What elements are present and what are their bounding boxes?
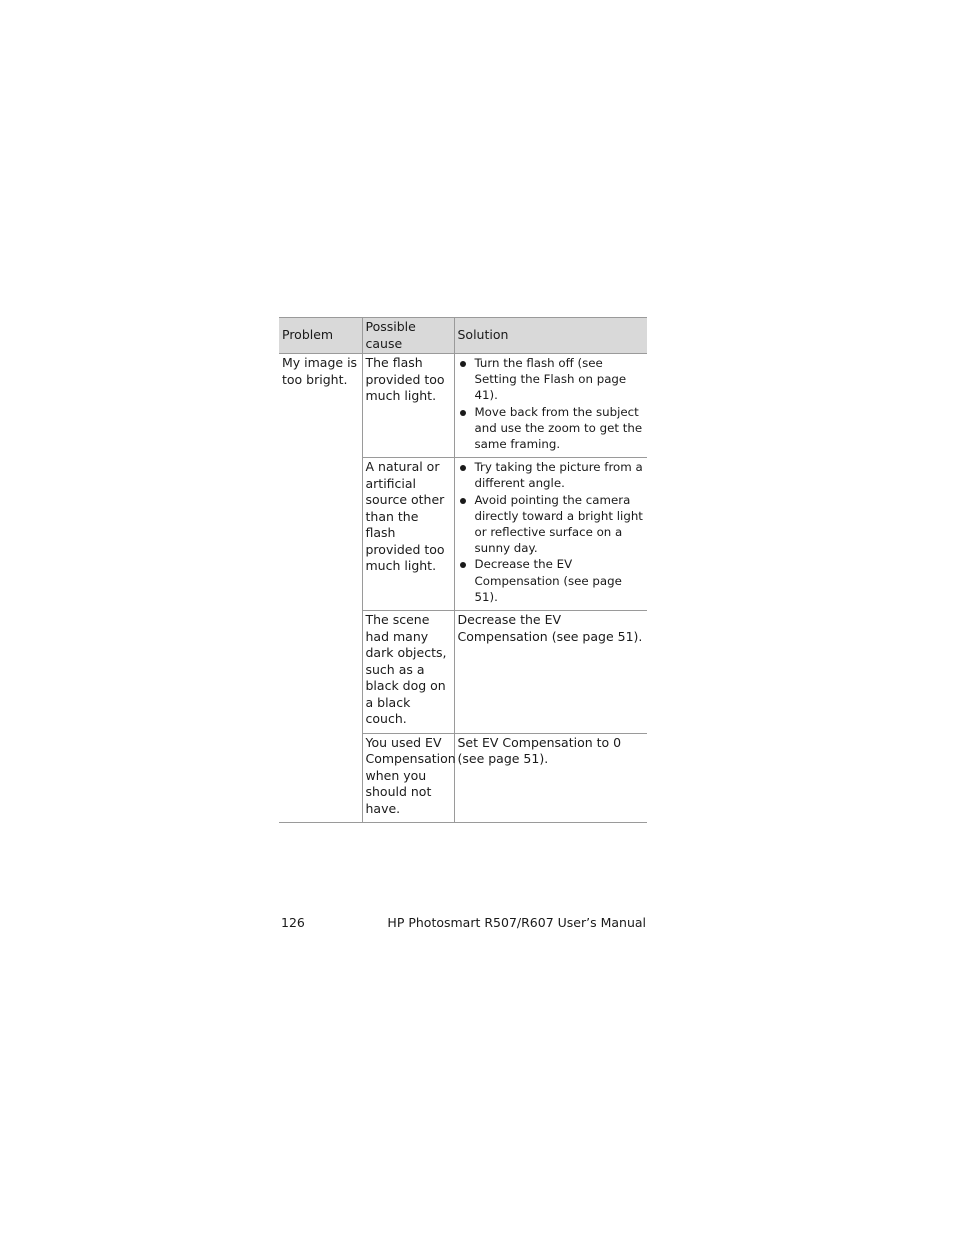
- list-item: [458, 404, 646, 453]
- solution-cell: Decrease the EV Compensation (see page 51).: [454, 611, 647, 734]
- solution-list: [458, 355, 646, 452]
- cause-cell: A natural or artificial source other than the flash provided too much light.: [362, 458, 454, 611]
- list-item: [458, 459, 646, 491]
- list-item: [458, 556, 646, 605]
- bullet-icon: [460, 410, 466, 416]
- solution-text: Turn the flash off (see Setting the Flash on page 41).: [474, 356, 627, 403]
- bullet-icon: [460, 361, 466, 367]
- cause-cell: The flash provided too much light.: [362, 354, 454, 458]
- bullet-icon: [460, 562, 466, 568]
- solution-text: Decrease the EV Compensation (see page 51).: [474, 557, 622, 604]
- table-row: [279, 354, 647, 458]
- bullet-icon: [460, 465, 466, 471]
- solution-cell: [454, 354, 647, 458]
- list-item: [458, 355, 646, 404]
- cause-cell: You used EV Compensation when you should not have.: [362, 733, 454, 823]
- solution-text: Try taking the picture from a different angle.: [474, 460, 643, 491]
- page-number: 126: [281, 915, 305, 930]
- list-item: [458, 492, 646, 557]
- solution-list: [458, 459, 646, 605]
- header-solution: Solution: [454, 318, 647, 354]
- table-header-row: [279, 318, 647, 354]
- header-possible-cause: Possible cause: [362, 318, 454, 354]
- problem-cell: My image is too bright.: [279, 354, 362, 823]
- troubleshooting-table: [279, 317, 647, 823]
- cause-cell: The scene had many dark objects, such as a black dog on a black couch.: [362, 611, 454, 734]
- bullet-icon: [460, 498, 466, 504]
- solution-cell: Set EV Compensation to 0 (see page 51).: [454, 733, 647, 823]
- header-problem: Problem: [279, 318, 362, 354]
- solution-text: Avoid pointing the camera directly toward a bright light or reflective surface on a sunny day.: [474, 492, 643, 556]
- solution-cell: [454, 458, 647, 611]
- solution-text: Move back from the subject and use the zoom to get the same framing.: [474, 404, 643, 452]
- manual-title: HP Photosmart R507/R607 User’s Manual: [387, 915, 646, 930]
